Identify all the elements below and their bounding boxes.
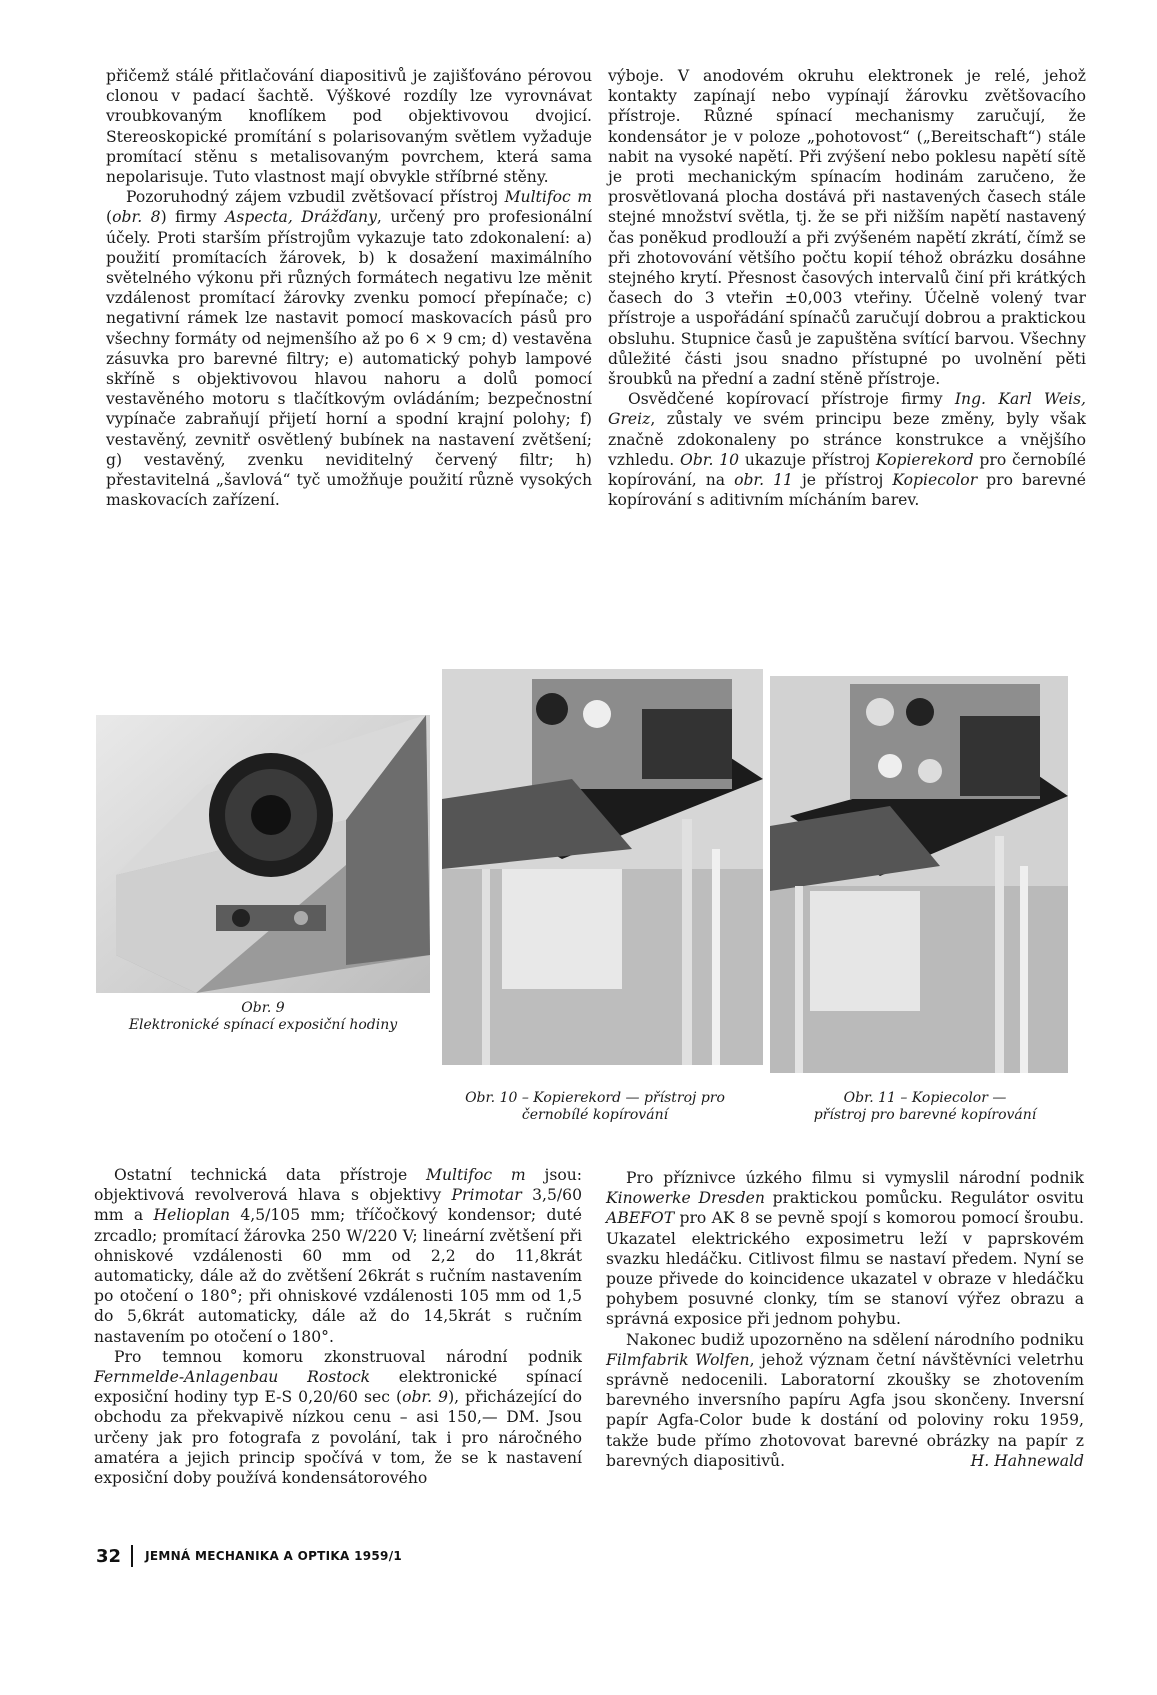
text-run: přičemž stálé přitlačování diapositivů je zajišťováno pérovou clonou v padací šachtě. Výškové rozdíly lze vyrovnávat vroubkovaným knoflíkem pod objektivovou dvojicí. Stereoskopické promítání s polarisovaným světlem vyžaduje promítací stěnu s metalisovaným povrchem, která sama nepolarisuje. Tuto vlastnost mají obvykle stříbrné stěny.: [106, 67, 592, 187]
text-run: elektronické spínací exposiční hodiny typ E-S 0,20/60 sec (: [94, 1368, 582, 1407]
text-run: pro barevné kopírování s aditivním mícháním barev.: [608, 471, 1086, 510]
column-bottom-left: [94, 1165, 582, 1488]
caption-fig11: [775, 1090, 1075, 1124]
caption-fig9-text: Elektronické spínací exposiční hodiny: [128, 1017, 398, 1033]
caption-fig10-line2: černobílé kopírování: [521, 1107, 669, 1123]
italic-run: ABEFOT: [606, 1209, 675, 1228]
text-run: ) firmy: [160, 208, 226, 227]
photo-electronic-timer: [96, 715, 430, 993]
italic-run: Aspecta, Drážďany: [225, 208, 377, 227]
text-run: , určený pro profesionální účely. Proti starším přístrojům vykazuje tato zdokonalení: a) použití promítacích žárovek, b) k dosažení maximálního světelného výkonu při různých formátech negativu lze měnit vzdálenost promítací žárovky zvenku pomocí přepínače; c) negativní rámek lze nastavit pomocí maskovacích pásů pro všechny formáty od nejmenšího až po 6 × 9 cm; d) vestavěna zásuvka pro barevné filtry; e) automatický pohyb lampové skříně s objektivovou hlavou nahoru a dolů pomocí vestavěného motoru s tlačítkovým ovládáním; bezpečnostní vypínače zabraňují přijetí horní a spodní krajní polohy; f) vestavěný, zevnitř osvětlený bubínek na nastavení zvětšení; g) vestavěný, zvenku neviditelný červený filtr; h) přestavitelná „šavlová“ tyč umožňuje použití různě vysokých maskovacích zařízení.: [106, 208, 592, 510]
photo-kopiecolor: [770, 676, 1068, 1073]
journal-title: JEMNÁ MECHANIKA A OPTIKA 1959/1: [145, 1549, 403, 1563]
author-signature: H. Hahnewald: [970, 1451, 1084, 1470]
paragraph: [94, 1165, 582, 1347]
page-number: 32: [96, 1545, 122, 1567]
italic-run: Kopiecolor: [892, 471, 978, 490]
caption-fig10-line1: Obr. 10 – Kopierekord — přístroj pro: [465, 1090, 725, 1106]
column-top-right: [608, 66, 1086, 510]
column-bottom-right: [606, 1168, 1084, 1471]
italic-run: Multifoc m: [425, 1166, 526, 1184]
text-run: praktickou pomůcku. Regulátor osvitu: [764, 1189, 1084, 1208]
paragraph: [106, 66, 592, 187]
text-run: ukazuje přístroj: [739, 450, 876, 469]
italic-run: Kinowerke Dresden: [606, 1189, 765, 1208]
paragraph: [606, 1168, 1084, 1330]
page-footer: [96, 1544, 402, 1568]
text-run: Osvědčené kopírovací přístroje firmy: [628, 390, 955, 409]
caption-fig11-line2: přístroj pro barevné kopírování: [813, 1107, 1037, 1123]
text-run: (: [106, 208, 113, 227]
text-run: ), přicházející do obchodu za překvapivě nízkou cenu – asi 150,— DM. Jsou určeny jak pro fotografa z povolání, tak i pro náročného amatéra a jejich princip spočívá v tom, že se k nastavení exposiční doby používá kondensátorového: [94, 1388, 583, 1488]
caption-fig9-number: Obr. 9: [241, 1000, 285, 1016]
column-top-left: [106, 66, 592, 510]
text-run: Pro temnou komoru zkonstruoval národní podnik: [114, 1347, 582, 1366]
italic-run: Obr. 10: [680, 450, 740, 469]
caption-fig9: [96, 1000, 430, 1034]
paragraph: [94, 1347, 582, 1488]
paragraph: [608, 66, 1086, 389]
paragraph: [106, 187, 592, 510]
italic-run: Kopierekord: [875, 450, 974, 469]
text-run: Nakonec budiž upozorněno na sdělení národního podniku: [626, 1330, 1084, 1349]
text-run: Pozoruhodný zájem vzbudil zvětšovací přístroj: [126, 188, 505, 207]
text-run: , jehož význam četní návštěvníci veletrhu správně nedocenili. Laboratorní zkoušky se zhotovením barevného inversního papíru Agfa jsou skončeny. Inversní papír Agfa-Color bude k dostání od poloviny roku 1959, takže bude přímo zhotovovat barevné obrázky na papír z barevných diapositivů.: [606, 1350, 1084, 1470]
photo-kopierekord: [442, 669, 763, 1065]
italic-run: Filmfabrik Wolfen: [606, 1350, 750, 1369]
italic-run: Ing. Karl Weis, Greiz: [608, 390, 1086, 429]
paragraph: [608, 389, 1086, 510]
caption-fig10: [420, 1090, 770, 1124]
text-run: výboje. V anodovém okruhu elektronek je relé, jehož kontakty zapínají nebo vypínají žárovku zvětšovacího přístroje. Různé spínací mechanismy zaručují, že kondensátor je v poloze „pohotovost“ („Bereitschaft“) stále nabit na vysoké napětí. Při zvýšení nebo poklesu napětí sítě je proti mechanickým spínacím hodinám zaručeno, že prosvětlovaná plocha dostává při nastavených časech stále stejné množství světla, tj. že se při nižším napětí nastavený čas poněkud prodlouží a při zvýšeném napětí zkrátí, čímž se při zhotovování většího počtu kopií téhož obrázku dosáhne stejného krytí. Přesnost časových intervalů činí při krátkých časech do 3 vteřin ±0,003 vteřiny. Účelně volený tvar přístroje a uspořádání spínačů zaručují dobrou a praktickou obsluhu. Stupnice časů je zapuštěna svítící barvou. Všechny důležité části jsou snadno přístupné po uvolnění pěti šroubků na přední a zadní stěně přístroje.: [608, 67, 1086, 389]
text-run: Ostatní technická data přístroje: [114, 1166, 426, 1184]
text-run: Pro příznivce úzkého filmu si vymyslil národní podnik: [626, 1169, 1084, 1187]
italic-run: Multifoc m: [504, 188, 592, 207]
text-run: je přístroj: [792, 471, 893, 490]
italic-run: Helioplan: [153, 1206, 230, 1225]
italic-run: obr. 11: [734, 471, 793, 490]
italic-run: obr. 8: [112, 208, 161, 227]
italic-run: Fernmelde-Anlagenbau Rostock: [94, 1368, 371, 1387]
italic-run: obr. 9: [402, 1388, 449, 1407]
italic-run: Primotar: [451, 1186, 522, 1205]
text-run: 3,5/60 mm a: [94, 1186, 582, 1225]
caption-fig11-line1: Obr. 11 – Kopiecolor —: [843, 1090, 1007, 1106]
footer-divider: [131, 1545, 133, 1567]
text-run: jsou: objektivová revolverová hlava s objektivy: [94, 1166, 583, 1205]
paragraph: [606, 1330, 1084, 1471]
text-run: , zůstaly ve svém principu beze změny, byly však značně zdokonaleny po stránce konstrukce a vnějšího vzhledu.: [608, 410, 1086, 469]
text-run: 4,5/105 mm; tříčočkový kondensor; duté zrcadlo; promítací žárovka 250 W/220 V; lineární zvětšení při ohniskové vzdálenosti 60 mm od 2,2 do 11,8krát automaticky, dále až do zvětšení 26krát s ručním nastavením po otočení o 180°; při ohniskové vzdálenosti 105 mm od 1,5 do 5,6krát automaticky, dále až do 14,5krát s ručním nastavením po otočení o 180°.: [94, 1206, 582, 1346]
text-run: pro černobílé kopírování, na: [608, 450, 1086, 490]
text-run: pro AK 8 se pevně spojí s komorou pomocí šroubu. Ukazatel elektrického exposimetru leží v paprskovém svazku hledáčku. Citlivost filmu se nastaví předem. Nyní se pouze přivede do koincidence ukazatel v obraze v hledáčku pohybem posuvné clonky, tím se stanoví výřez obrazu a správná exposice při jednom pohybu.: [606, 1209, 1084, 1329]
